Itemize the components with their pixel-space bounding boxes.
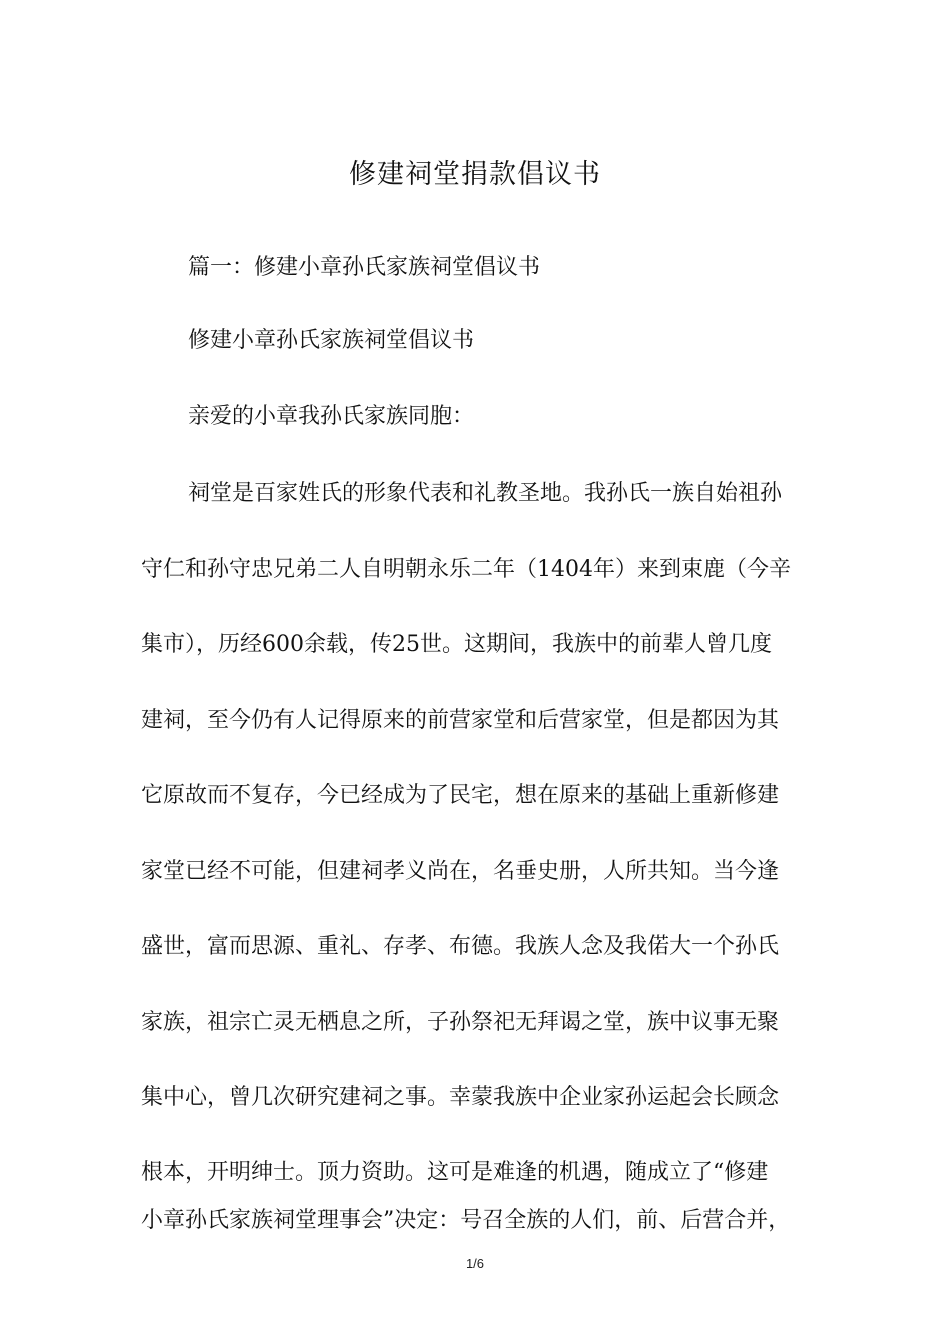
body-line: 祠堂是百家姓氏的形象代表和礼教圣地。我孙氏一族自始祖孙 (188, 481, 783, 506)
body-line: 集中心，曾几次研究建祠之事。幸蒙我族中企业家孙运起会长顾念 (141, 1085, 780, 1110)
body-line: 它原故而不复存，今已经成为了民宅，想在原来的基础上重新修建 (141, 783, 780, 808)
salutation: 亲爱的小章我孙氏家族同胞： (188, 404, 475, 429)
section-heading: 篇一：修建小章孙氏家族祠堂倡议书 (188, 255, 541, 280)
document-title: 修建祠堂捐款倡议书 (349, 159, 601, 190)
page-number: 1/6 (465, 1256, 485, 1271)
body-line: 根本，开明绅士。顶力资助。这可是难逢的机遇，随成立了“修建 (141, 1160, 769, 1185)
body-line: 守仁和孙守忠兄弟二人自明朝永乐二年（1404年）来到束鹿（今辛 (141, 557, 791, 582)
body-line: 家族，祖宗亡灵无栖息之所，子孙祭祀无拜谒之堂，族中议事无聚 (141, 1010, 780, 1035)
subtitle: 修建小章孙氏家族祠堂倡议书 (188, 328, 475, 353)
body-line: 集市），历经600余载，传25世。这期间，我族中的前辈人曾几度 (141, 632, 772, 657)
body-line: 盛世，富而思源、重礼、存孝、布德。我族人念及我偌大一个孙氏 (141, 934, 780, 959)
body-line: 建祠，至今仍有人记得原来的前营家堂和后营家堂，但是都因为其 (141, 708, 780, 733)
body-line: 小章孙氏家族祠堂理事会”决定：号召全族的人们，前、后营合并， (141, 1208, 791, 1233)
body-line: 家堂已经不可能，但建祠孝义尚在，名垂史册，人所共知。当今逢 (141, 859, 780, 884)
